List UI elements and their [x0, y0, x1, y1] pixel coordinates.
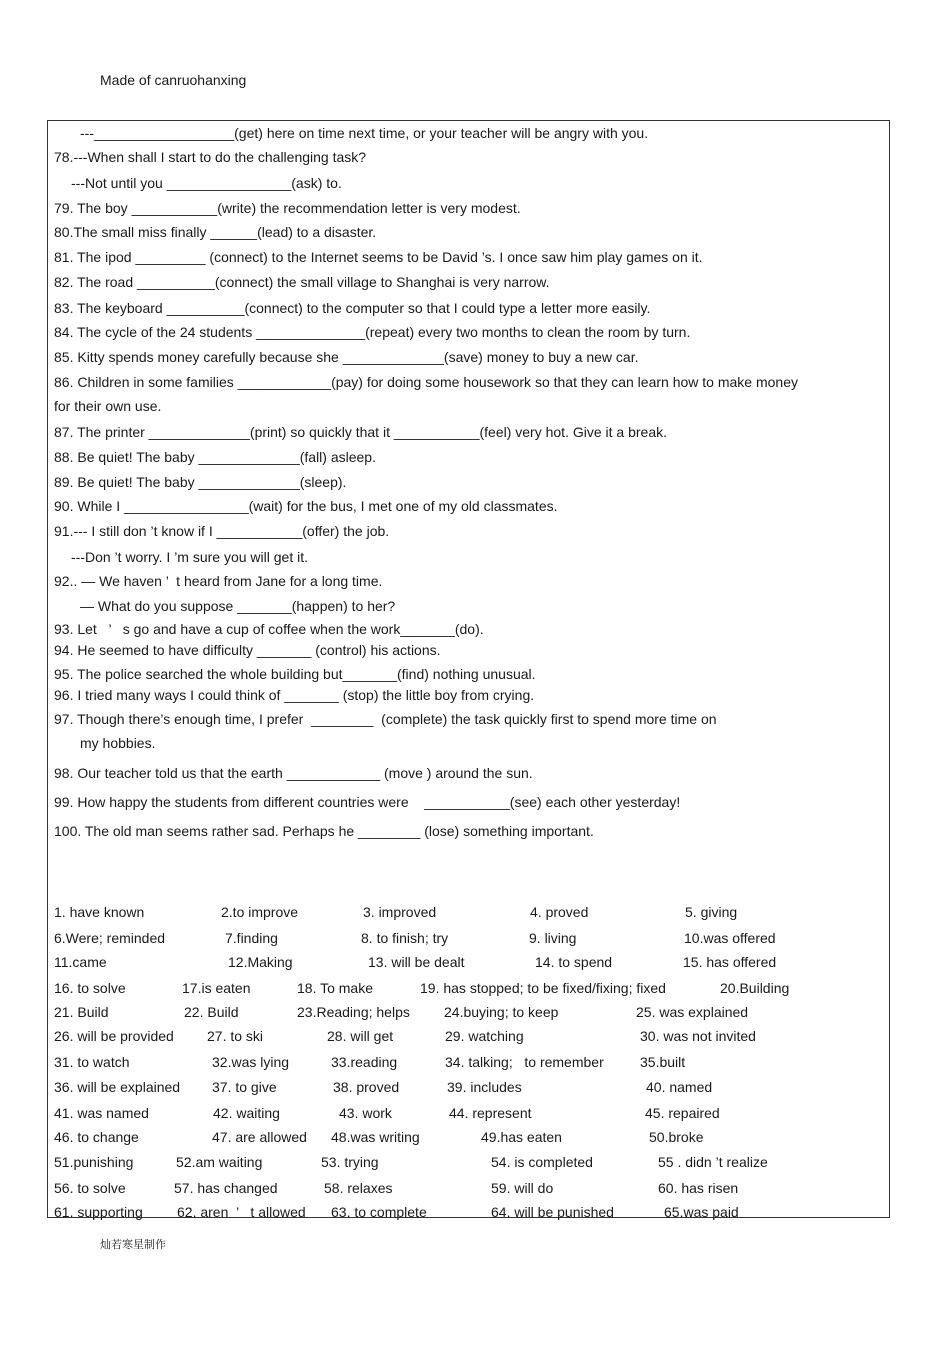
answer-item: 37. to give [212, 1079, 277, 1095]
answer-item: 52.am waiting [176, 1154, 263, 1170]
answer-item: 3. improved [363, 904, 437, 920]
answer-item: 39. includes [447, 1079, 522, 1095]
question-line: 99. How happy the students from different countries were ___________(see) each other yesterday! [54, 794, 681, 810]
answer-item: 49.has eaten [481, 1129, 562, 1145]
question-line: 79. The boy ___________(write) the recommendation letter is very modest. [54, 200, 521, 216]
answer-item: 38. proved [333, 1079, 400, 1095]
answer-item: 17.is eaten [182, 980, 251, 996]
question-line: 87. The printer _____________(print) so quickly that it ___________(feel) very hot. Give it a break. [54, 424, 668, 440]
answer-item: 47. are allowed [212, 1129, 307, 1145]
answer-item: 44. represent [449, 1105, 532, 1121]
answer-item: 24.buying; to keep [444, 1004, 559, 1020]
answer-item: 45. repaired [645, 1105, 720, 1121]
question-line: 97. Though there’s enough time, I prefer ________ (complete) the task quickly first to spend more time on [54, 711, 717, 727]
answer-item: 29. watching [445, 1028, 524, 1044]
question-line: 81. The ipod _________ (connect) to the Internet seems to be David ’s. I once saw him play games on it. [54, 249, 703, 265]
answer-item: 30. was not invited [640, 1028, 756, 1044]
answer-item: 65.was paid [664, 1204, 739, 1220]
answer-item: 34. talking; to remember [445, 1054, 604, 1070]
answer-item: 56. to solve [54, 1180, 126, 1196]
answer-item: 54. is completed [491, 1154, 593, 1170]
question-line: 94. He seemed to have difficulty _______ (control) his actions. [54, 642, 441, 658]
answer-item: 21. Build [54, 1004, 109, 1020]
answer-item: 40. named [646, 1079, 713, 1095]
answer-item: 28. will get [327, 1028, 394, 1044]
answer-item: 41. was named [54, 1105, 149, 1121]
answer-item: 26. will be provided [54, 1028, 174, 1044]
answer-item: 59. will do [491, 1180, 554, 1196]
question-line: 86. Children in some families ____________(pay) for doing some housework so that they can learn how to make money [54, 374, 798, 390]
answer-item: 4. proved [530, 904, 589, 920]
answer-item: 1. have known [54, 904, 145, 920]
answer-item: 46. to change [54, 1129, 139, 1145]
answer-item: 25. was explained [636, 1004, 749, 1020]
answer-item: 16. to solve [54, 980, 126, 996]
answer-item: 8. to finish; try [361, 930, 449, 946]
answer-item: 58. relaxes [324, 1180, 393, 1196]
answer-item: 48.was writing [331, 1129, 420, 1145]
question-line: 83. The keyboard __________(connect) to the computer so that I could type a letter more easily. [54, 300, 651, 316]
answer-item: 43. work [339, 1105, 392, 1121]
answer-item: 23.Reading; helps [297, 1004, 410, 1020]
answer-item: 33.reading [331, 1054, 398, 1070]
question-line: for their own use. [54, 398, 162, 414]
answer-item: 10.was offered [684, 930, 776, 946]
question-line: 100. The old man seems rather sad. Perhaps he ________ (lose) something important. [54, 823, 594, 839]
answer-item: 11.came [54, 954, 107, 970]
question-line: ---Not until you ________________(ask) to. [71, 175, 342, 191]
answer-item: 31. to watch [54, 1054, 130, 1070]
answer-item: 64. will be punished [491, 1204, 614, 1220]
exercise-box [47, 120, 890, 1218]
question-line: 78.---When shall I start to do the challenging task? [54, 149, 367, 165]
question-line: 96. I tried many ways I could think of _______ (stop) the little boy from crying. [54, 687, 535, 703]
question-line: ---__________________(get) here on time next time, or your teacher will be angry with you. [80, 125, 649, 141]
question-line: 90. While I ________________(wait) for the bus, I met one of my old classmates. [54, 498, 558, 514]
question-line: 80.The small miss finally ______(lead) to a disaster. [54, 224, 377, 240]
question-line: my hobbies. [80, 735, 156, 751]
answer-item: 19. has stopped; to be fixed/fixing; fixed [420, 980, 666, 996]
page-header: Made of canruohanxing [100, 72, 247, 88]
answer-item: 51.punishing [54, 1154, 134, 1170]
question-line: 82. The road __________(connect) the small village to Shanghai is very narrow. [54, 274, 550, 290]
answer-item: 60. has risen [658, 1180, 739, 1196]
answer-item: 20.Building [720, 980, 790, 996]
answer-item: 32.was lying [212, 1054, 290, 1070]
question-line: — What do you suppose _______(happen) to her? [80, 598, 396, 614]
answer-item: 13. will be dealt [368, 954, 465, 970]
question-line: 92.. — We haven ’ t heard from Jane for a long time. [54, 573, 383, 589]
answer-item: 55 . didn ’t realize [658, 1154, 768, 1170]
question-line: 88. Be quiet! The baby _____________(fall) asleep. [54, 449, 376, 465]
answer-item: 62. aren ’ t allowed [177, 1204, 306, 1220]
question-line: 85. Kitty spends money carefully because she _____________(save) money to buy a new car. [54, 349, 639, 365]
answer-item: 36. will be explained [54, 1079, 181, 1095]
question-line: 93. Let ’ s go and have a cup of coffee when the work_______(do). [54, 621, 484, 637]
answer-item: 12.Making [228, 954, 293, 970]
answer-item: 35.built [640, 1054, 686, 1070]
question-line: 91.--- I still don ’t know if I ___________(offer) the job. [54, 523, 390, 539]
answer-item: 22. Build [184, 1004, 239, 1020]
answer-item: 14. to spend [535, 954, 613, 970]
answer-item: 53. trying [321, 1154, 379, 1170]
answer-item: 7.finding [225, 930, 278, 946]
question-line: 84. The cycle of the 24 students ______________(repeat) every two months to clean the room by turn. [54, 324, 691, 340]
answer-item: 57. has changed [174, 1180, 278, 1196]
answer-item: 9. living [529, 930, 577, 946]
answer-item: 42. waiting [213, 1105, 280, 1121]
answer-item: 15. has offered [683, 954, 777, 970]
answer-item: 5. giving [685, 904, 738, 920]
answer-item: 63. to complete [331, 1204, 427, 1220]
question-line: 89. Be quiet! The baby _____________(sleep). [54, 474, 347, 490]
question-line: 95. The police searched the whole building but_______(find) nothing unusual. [54, 666, 536, 682]
page-footer: 灿若寒星制作 [100, 1238, 166, 1251]
answer-item: 27. to ski [207, 1028, 264, 1044]
question-line: ---Don ’t worry. I ’m sure you will get it. [71, 549, 309, 565]
answer-item: 18. To make [297, 980, 374, 996]
answer-item: 50.broke [649, 1129, 704, 1145]
question-line: 98. Our teacher told us that the earth ____________ (move ) around the sun. [54, 765, 533, 781]
answer-item: 61. supporting [54, 1204, 143, 1220]
answer-item: 6.Were; reminded [54, 930, 166, 946]
answer-item: 2.to improve [221, 904, 299, 920]
